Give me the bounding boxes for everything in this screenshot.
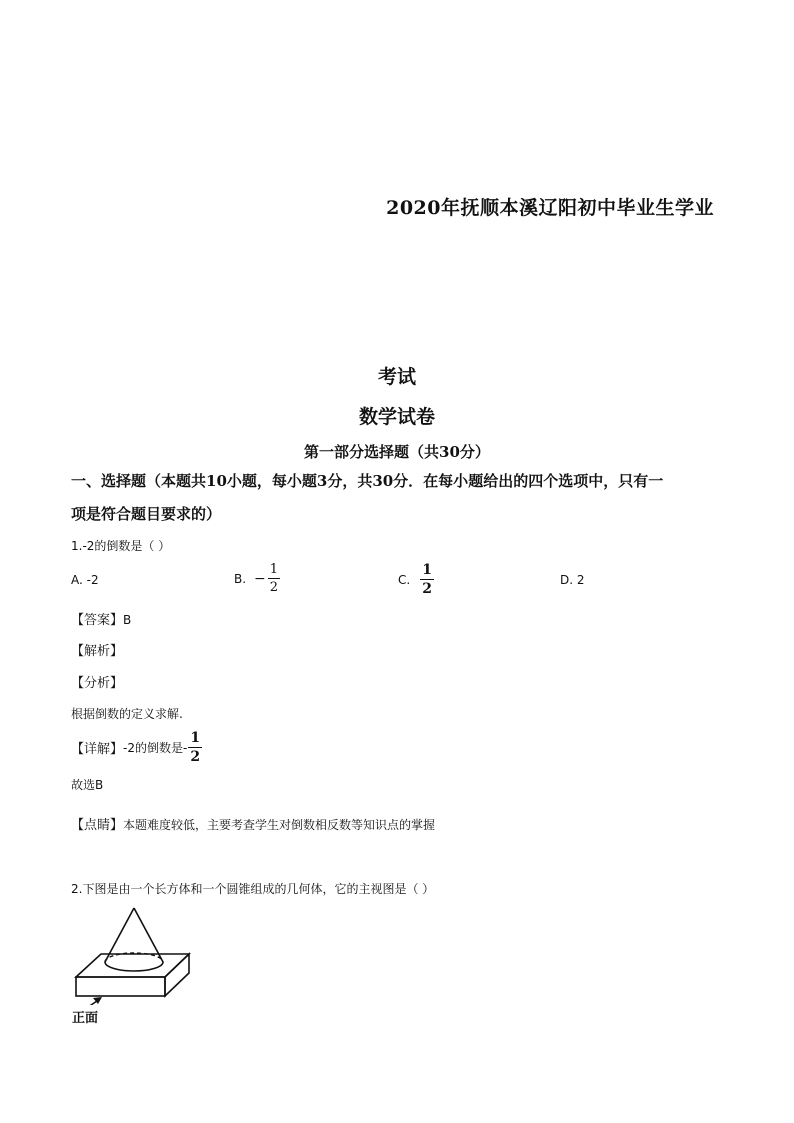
q1-option-d <box>560 573 585 587</box>
box-right-face <box>165 954 189 996</box>
part-title: 第一部分选择题（共30分） <box>304 443 490 461</box>
q1-option-a-text: -2 <box>86 573 99 587</box>
detail-tag: 【详解】 <box>71 742 124 757</box>
subject-title: 数学试卷 <box>358 406 435 428</box>
document-title-line: 2020年抚顺本溪辽阳初中毕业生学业 <box>386 197 714 219</box>
section-heading-line1: 一、选择题（本题共10小题，每小题3分，共30分．在每小题给出的四个选项中，只有一 <box>71 472 664 490</box>
fenxi-text: 根据倒数的定义求解. <box>71 707 183 721</box>
q1-option-a <box>71 573 99 587</box>
section-heading <box>71 465 731 531</box>
q1-option-b-numerator: 1 <box>269 562 279 577</box>
q1-detail <box>71 731 202 764</box>
box-front-face <box>76 977 165 996</box>
conclusion: 故选B <box>71 778 104 792</box>
answer-tag: 【答案】 <box>71 613 124 628</box>
comment-tag: 【点睛】 <box>71 818 124 833</box>
q1-option-b-sign: − <box>254 570 266 587</box>
comment-text: 本题难度较低，主要考查学生对倒数相反数等知识点的掌握 <box>123 818 436 832</box>
q1-option-c <box>398 563 434 596</box>
detail-fraction <box>188 731 202 764</box>
section-heading-line2: 项是符合题目要求的） <box>71 505 222 523</box>
q1-option-b-fraction <box>268 563 280 594</box>
exam-title: 考试 <box>377 366 416 388</box>
q1-option-b-denominator: 2 <box>269 580 279 595</box>
q1-option-c-label: C. <box>398 572 411 587</box>
q1-option-b-label: B. <box>234 571 247 586</box>
detail-numerator: 1 <box>190 730 201 746</box>
fenxi-tag: 【分析】 <box>71 676 124 691</box>
q2-figure-label: 正面 <box>72 1011 99 1026</box>
q1-option-d-label: D. <box>560 573 574 587</box>
analysis-tag: 【解析】 <box>71 644 124 659</box>
detail-text: -2的倒数是- <box>123 741 188 755</box>
q1-option-c-denominator: 2 <box>422 581 432 597</box>
q2-stem: 2.下图是由一个长方体和一个圆锥组成的几何体，它的主视图是（ ） <box>71 882 435 896</box>
q1-option-b <box>234 563 280 594</box>
answer-value: B <box>123 613 132 627</box>
cone-base-front <box>105 962 163 971</box>
detail-denominator: 2 <box>190 749 201 765</box>
box-top-face <box>76 954 189 977</box>
q1-answer <box>71 609 131 628</box>
q2-geometry-figure <box>72 905 197 1005</box>
q1-option-d-text: 2 <box>576 573 585 587</box>
q1-option-c-fraction <box>420 563 434 596</box>
q1-option-a-label: A. <box>71 573 83 587</box>
q1-option-c-numerator: 1 <box>422 562 432 578</box>
q1-stem: 1.-2的倒数是（ ） <box>71 539 171 553</box>
q1-comment <box>71 814 435 833</box>
